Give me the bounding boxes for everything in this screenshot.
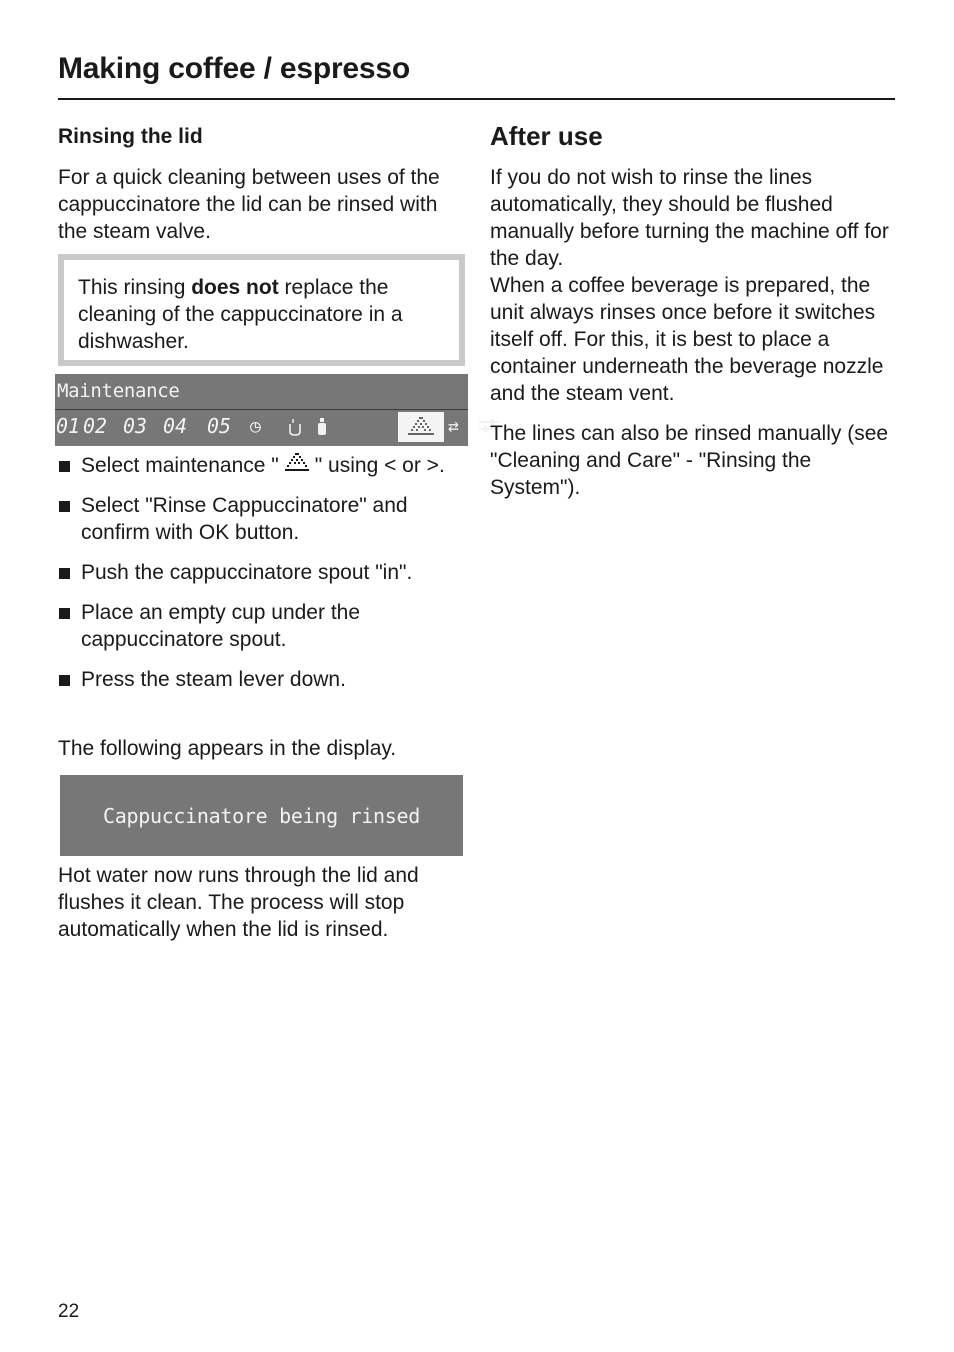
timer-icon: ◷ xyxy=(250,416,261,437)
bullet-square-icon xyxy=(59,461,70,472)
step-text: Place an empty cup under the cappuccinatore spout. xyxy=(81,601,361,651)
list-item xyxy=(58,559,468,586)
cappuccinatore-inline-icon xyxy=(279,454,315,477)
step-text: Press the steam lever down. xyxy=(81,668,346,691)
list-item xyxy=(58,452,468,479)
display-item-02: 02 xyxy=(83,414,108,438)
bullet-square-icon xyxy=(59,675,70,686)
page-title: Making coffee / espresso xyxy=(58,52,410,85)
bullet-square-icon xyxy=(59,568,70,579)
result-paragraph: Hot water now runs through the lid and flushes it clean. The process will stop automatically when the lid is rinsed. xyxy=(58,864,419,941)
display-menu-row xyxy=(55,412,468,446)
title-divider xyxy=(58,98,895,100)
left-column xyxy=(58,122,458,245)
list-item xyxy=(58,492,468,546)
section-heading-rinsing-lid: Rinsing the lid xyxy=(58,125,203,148)
step-text: Select maintenance " xyxy=(81,454,279,477)
display-item-03: 03 xyxy=(123,414,148,438)
step-text: Select "Rinse Cappuccinatore" and confirm with OK button. xyxy=(81,494,408,544)
step-text: Push the cappuccinatore spout "in". xyxy=(81,561,413,584)
cup-icon xyxy=(287,416,303,443)
after-use-paragraph-2: The lines can also be rinsed manually (see "Cleaning and Care" - "Rinsing the System"). xyxy=(490,422,889,499)
after-use-paragraph-1a: If you do not wish to rinse the lines automatically, they should be flushed manually before turning the machine off for the day. xyxy=(490,166,889,270)
bullet-square-icon xyxy=(59,608,70,619)
display-item-04: 04 xyxy=(163,414,188,438)
bottle-icon xyxy=(315,416,329,443)
display-message: Cappuccinatore being rinsed xyxy=(102,803,420,828)
display-intro: The following appears in the display. xyxy=(58,737,397,760)
page-number: 22 xyxy=(58,1301,80,1322)
note-text-end: replace the cleaning of the cappuccinatore in a dishwasher. xyxy=(78,276,403,353)
right-column xyxy=(490,118,900,501)
intro-paragraph: For a quick cleaning between uses of the cappuccinatore the lid can be rinsed with the steam valve. xyxy=(58,166,440,243)
display-title: Maintenance xyxy=(57,380,180,402)
step-text: " using < or >. xyxy=(314,454,445,477)
cappuccinatore-icon xyxy=(404,415,438,443)
bullet-square-icon xyxy=(59,501,70,512)
display-item-01: 01 xyxy=(56,414,81,438)
cappuccinatore-selected-cell xyxy=(398,412,444,442)
step-list xyxy=(58,452,468,706)
rinse-status-display xyxy=(60,775,463,856)
note-text-bold: does not xyxy=(191,276,279,299)
list-item xyxy=(58,666,468,693)
maintenance-display xyxy=(55,374,468,446)
display-item-05: 05 xyxy=(207,414,232,438)
note-text-start: This rinsing xyxy=(78,276,192,299)
after-use-paragraph-1b: When a coffee beverage is prepared, the unit always rinses once before it switches itself off. For this, it is best to place a container underneath the beverage nozzle and the steam vent. xyxy=(490,274,884,405)
list-item xyxy=(58,599,468,653)
note-box xyxy=(58,254,465,366)
display-divider xyxy=(55,409,468,410)
section-heading-after-use: After use xyxy=(490,121,603,151)
rinse-icon: ⇄ xyxy=(448,416,459,437)
